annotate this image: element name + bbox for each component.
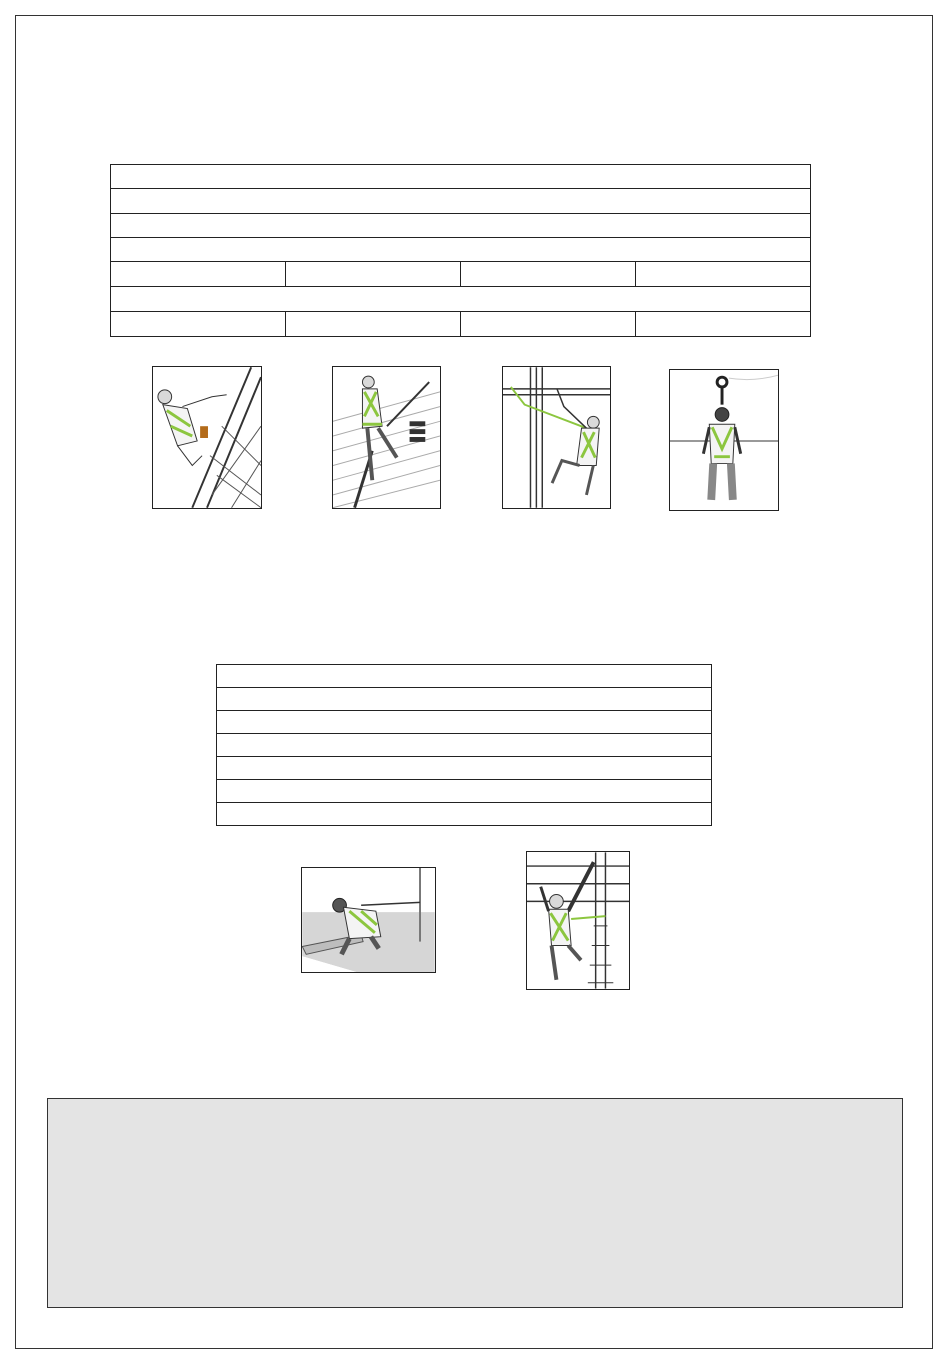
ladder-climb-harness-illustration: [152, 366, 262, 509]
edge-crawl-harness-illustration: [301, 867, 436, 973]
table-row: [217, 780, 712, 803]
table-cell: [636, 262, 811, 287]
table-row: [111, 262, 811, 287]
table-row: [111, 312, 811, 337]
spec-table-1: [110, 164, 811, 337]
table-cell: [111, 165, 811, 189]
table-cell: [286, 262, 461, 287]
table-cell: [111, 287, 811, 312]
table-cell: [111, 262, 286, 287]
table-row: [111, 287, 811, 312]
table-row: [111, 238, 811, 262]
table-row: [217, 711, 712, 734]
roof-work-harness-illustration: [332, 366, 441, 509]
table-cell: [111, 214, 811, 238]
table-cell: [217, 803, 712, 826]
table-row: [111, 165, 811, 189]
table-cell: [217, 688, 712, 711]
table-cell: [111, 189, 811, 214]
table-cell: [111, 238, 811, 262]
table-cell: [636, 312, 811, 337]
table-cell: [286, 312, 461, 337]
table-row: [111, 214, 811, 238]
table-cell: [217, 665, 712, 688]
pole-climb-harness-illustration: [526, 851, 630, 990]
table-row: [217, 757, 712, 780]
table-cell: [217, 711, 712, 734]
lanyard-anchor-climb-illustration: [502, 366, 611, 509]
suspended-rescue-harness-illustration: [669, 369, 779, 511]
table-cell: [217, 757, 712, 780]
table-row: [111, 189, 811, 214]
table-row: [217, 803, 712, 826]
table-cell: [461, 262, 636, 287]
spec-table-2: [216, 664, 712, 826]
info-box: [47, 1098, 903, 1308]
table-row: [217, 734, 712, 757]
table-cell: [217, 780, 712, 803]
table-cell: [217, 734, 712, 757]
table-row: [217, 665, 712, 688]
table-cell: [111, 312, 286, 337]
table-cell: [461, 312, 636, 337]
table-row: [217, 688, 712, 711]
